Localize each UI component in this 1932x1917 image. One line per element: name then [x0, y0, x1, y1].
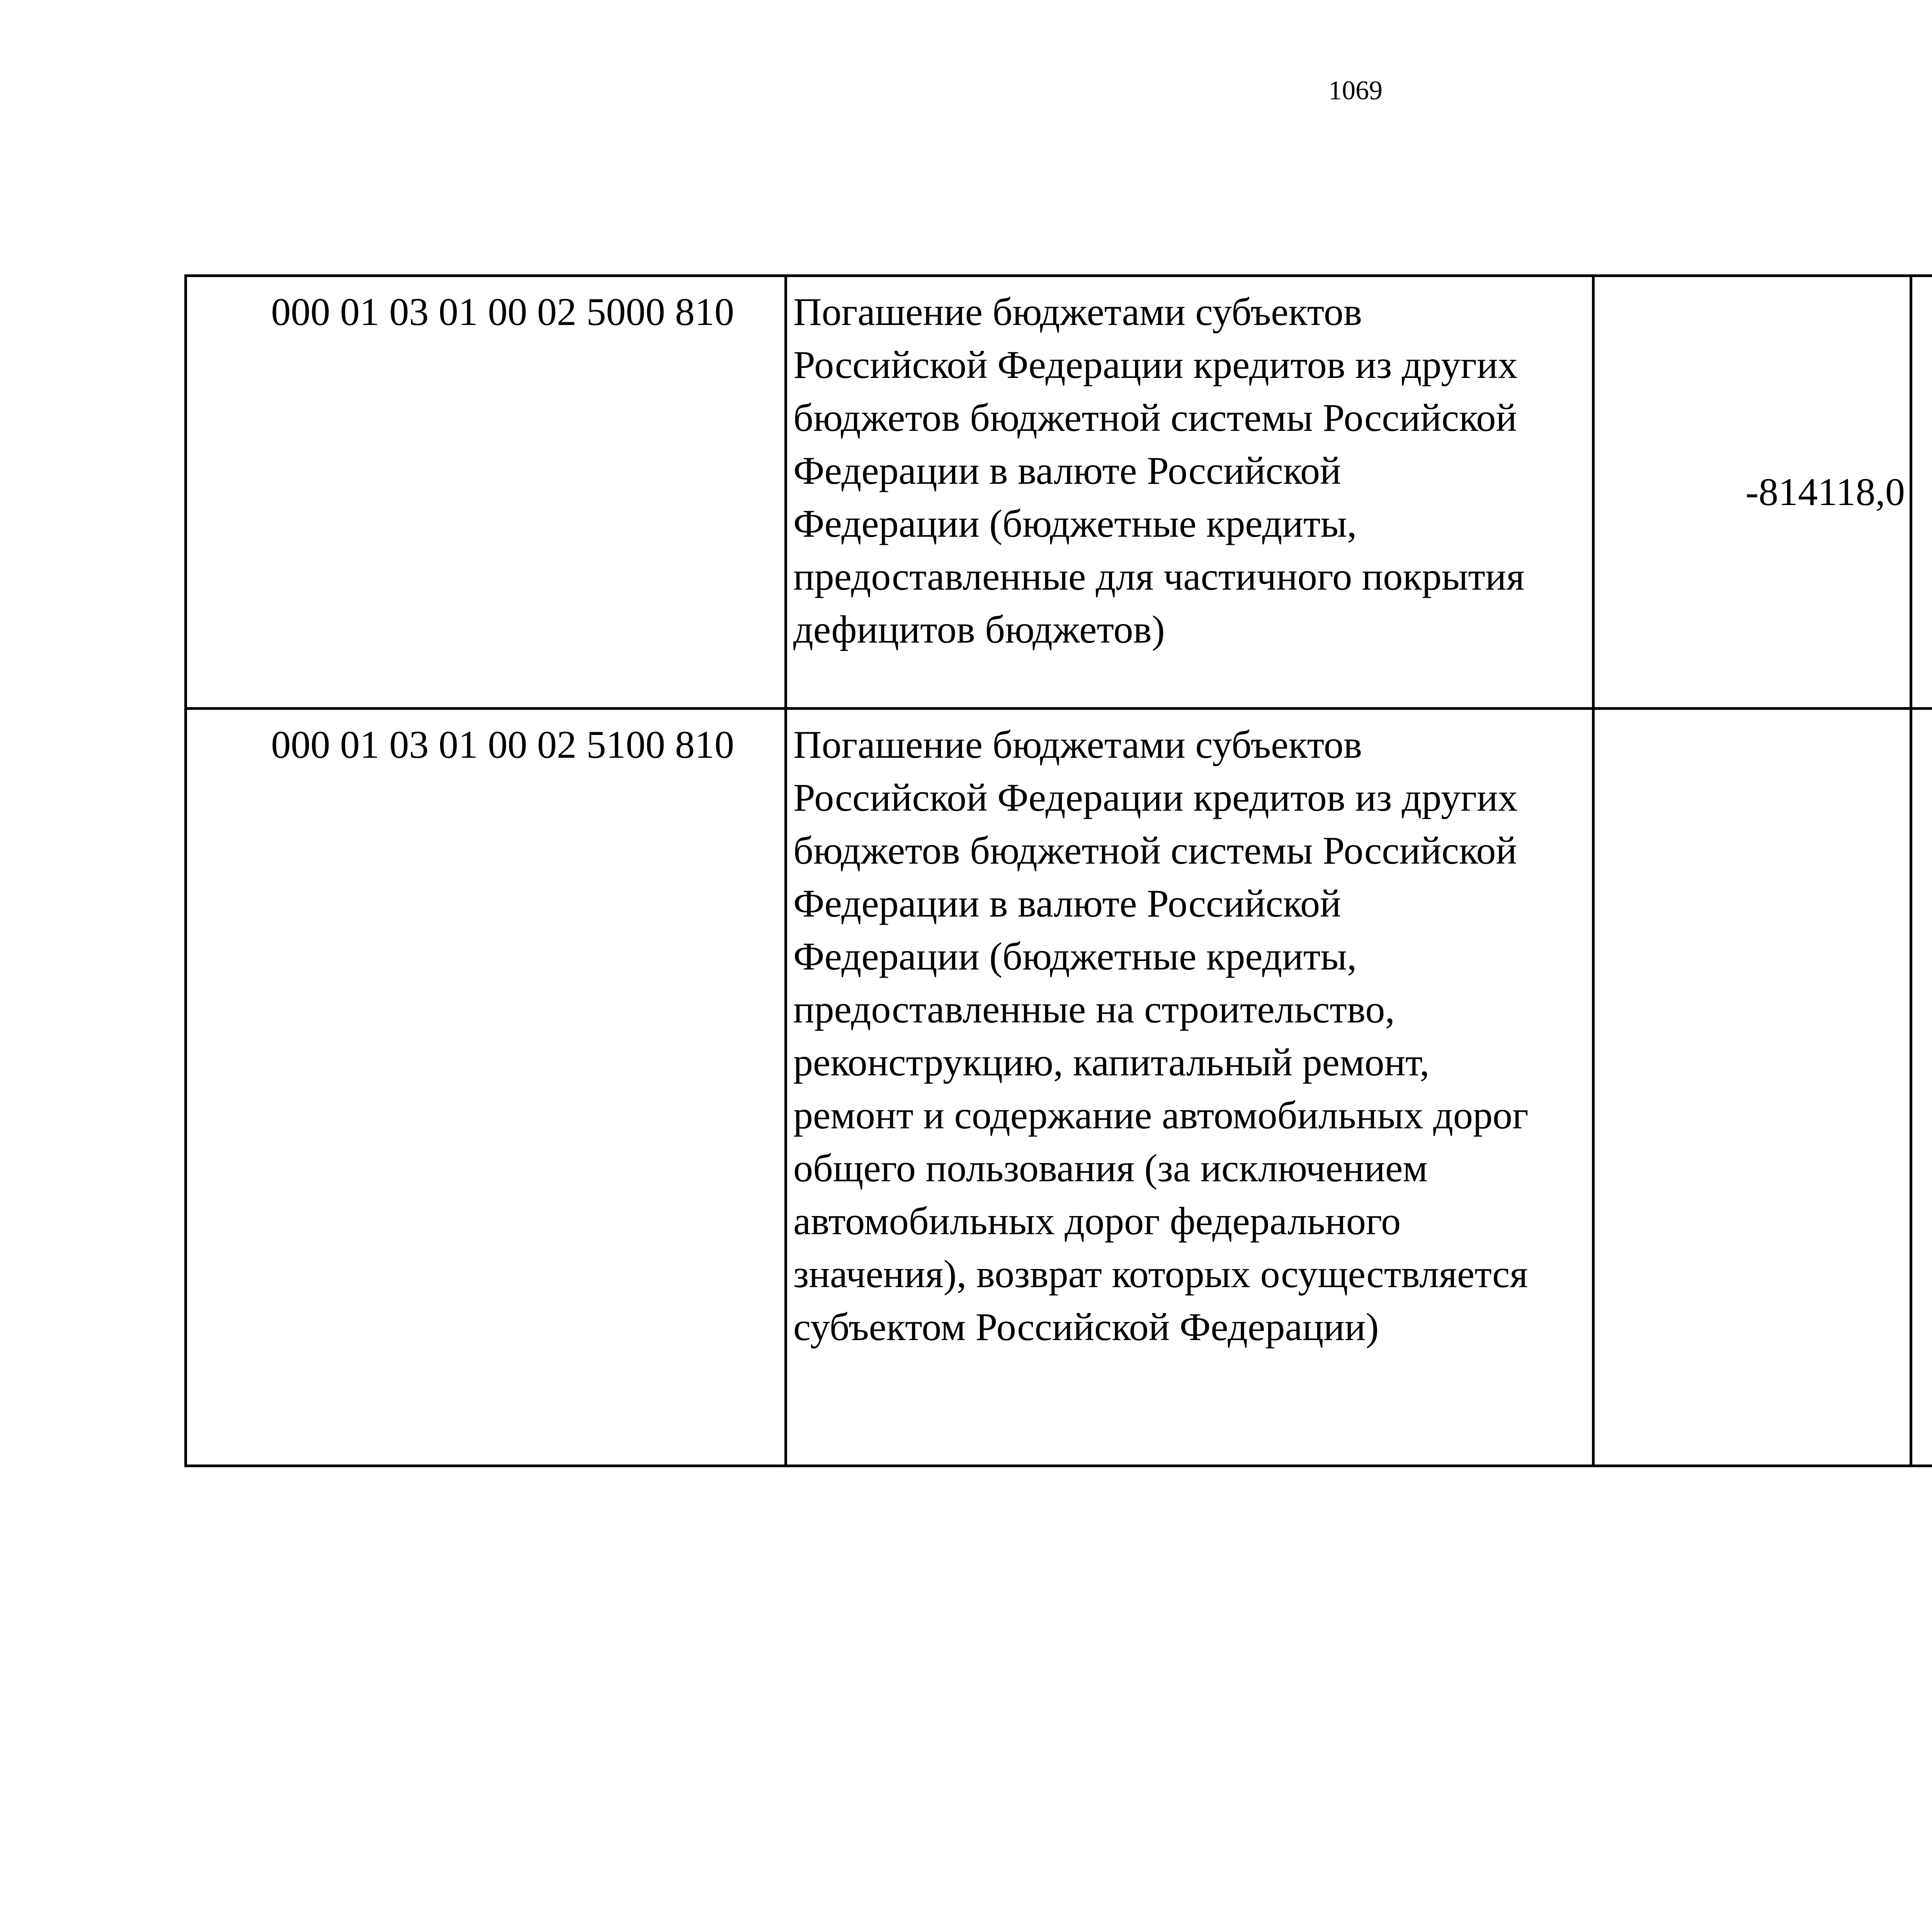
description-line: дефицитов бюджетов): [793, 608, 1165, 651]
description-cell: [786, 709, 1594, 1466]
description-line: автомобильных дорог федерального: [793, 1199, 1401, 1243]
description-line: Погашение бюджетами субъектов: [793, 723, 1362, 767]
description-line: предоставленные для частичного покрытия: [793, 555, 1525, 599]
description-line: Погашение бюджетами субъектов: [793, 290, 1362, 334]
description-line: Федерации в валюте Российской: [793, 449, 1341, 493]
table-row: [186, 276, 1932, 709]
description-line: реконструкцию, капитальный ремонт,: [793, 1041, 1430, 1084]
amount-cell-1: -814118,0: [1594, 276, 1911, 709]
description-line: значения), возврат которых осуществляется: [793, 1252, 1528, 1296]
page-number: 1069: [1328, 76, 1383, 105]
budget-code-cell: 000 01 03 01 00 02 5100 810: [186, 709, 786, 1466]
description-line: Российской Федерации кредитов из других: [793, 343, 1518, 387]
amount-cell-2: [1911, 276, 1932, 709]
description-line: Федерации в валюте Российской: [793, 882, 1341, 925]
description-line: общего пользования (за исключением: [793, 1146, 1428, 1190]
description-line: бюджетов бюджетной системы Российской: [793, 829, 1517, 873]
table-row: [186, 709, 1932, 1466]
description-line: Российской Федерации кредитов из других: [793, 776, 1518, 820]
amount-cell-2: [1911, 709, 1932, 1466]
description-line: предоставленные на строительство,: [793, 988, 1395, 1031]
description-line: Федерации (бюджетные кредиты,: [793, 502, 1357, 546]
budget-code-cell: 000 01 03 01 00 02 5000 810: [186, 276, 786, 709]
description-line: Федерации (бюджетные кредиты,: [793, 935, 1357, 978]
description-cell: [786, 276, 1594, 709]
description-line: бюджетов бюджетной системы Российской: [793, 396, 1517, 440]
description-line: ремонт и содержание автомобильных дорог: [793, 1094, 1529, 1137]
budget-table: [184, 274, 1932, 1467]
amount-cell-1: [1594, 709, 1911, 1466]
description-line: субъектом Российской Федерации): [793, 1305, 1379, 1349]
